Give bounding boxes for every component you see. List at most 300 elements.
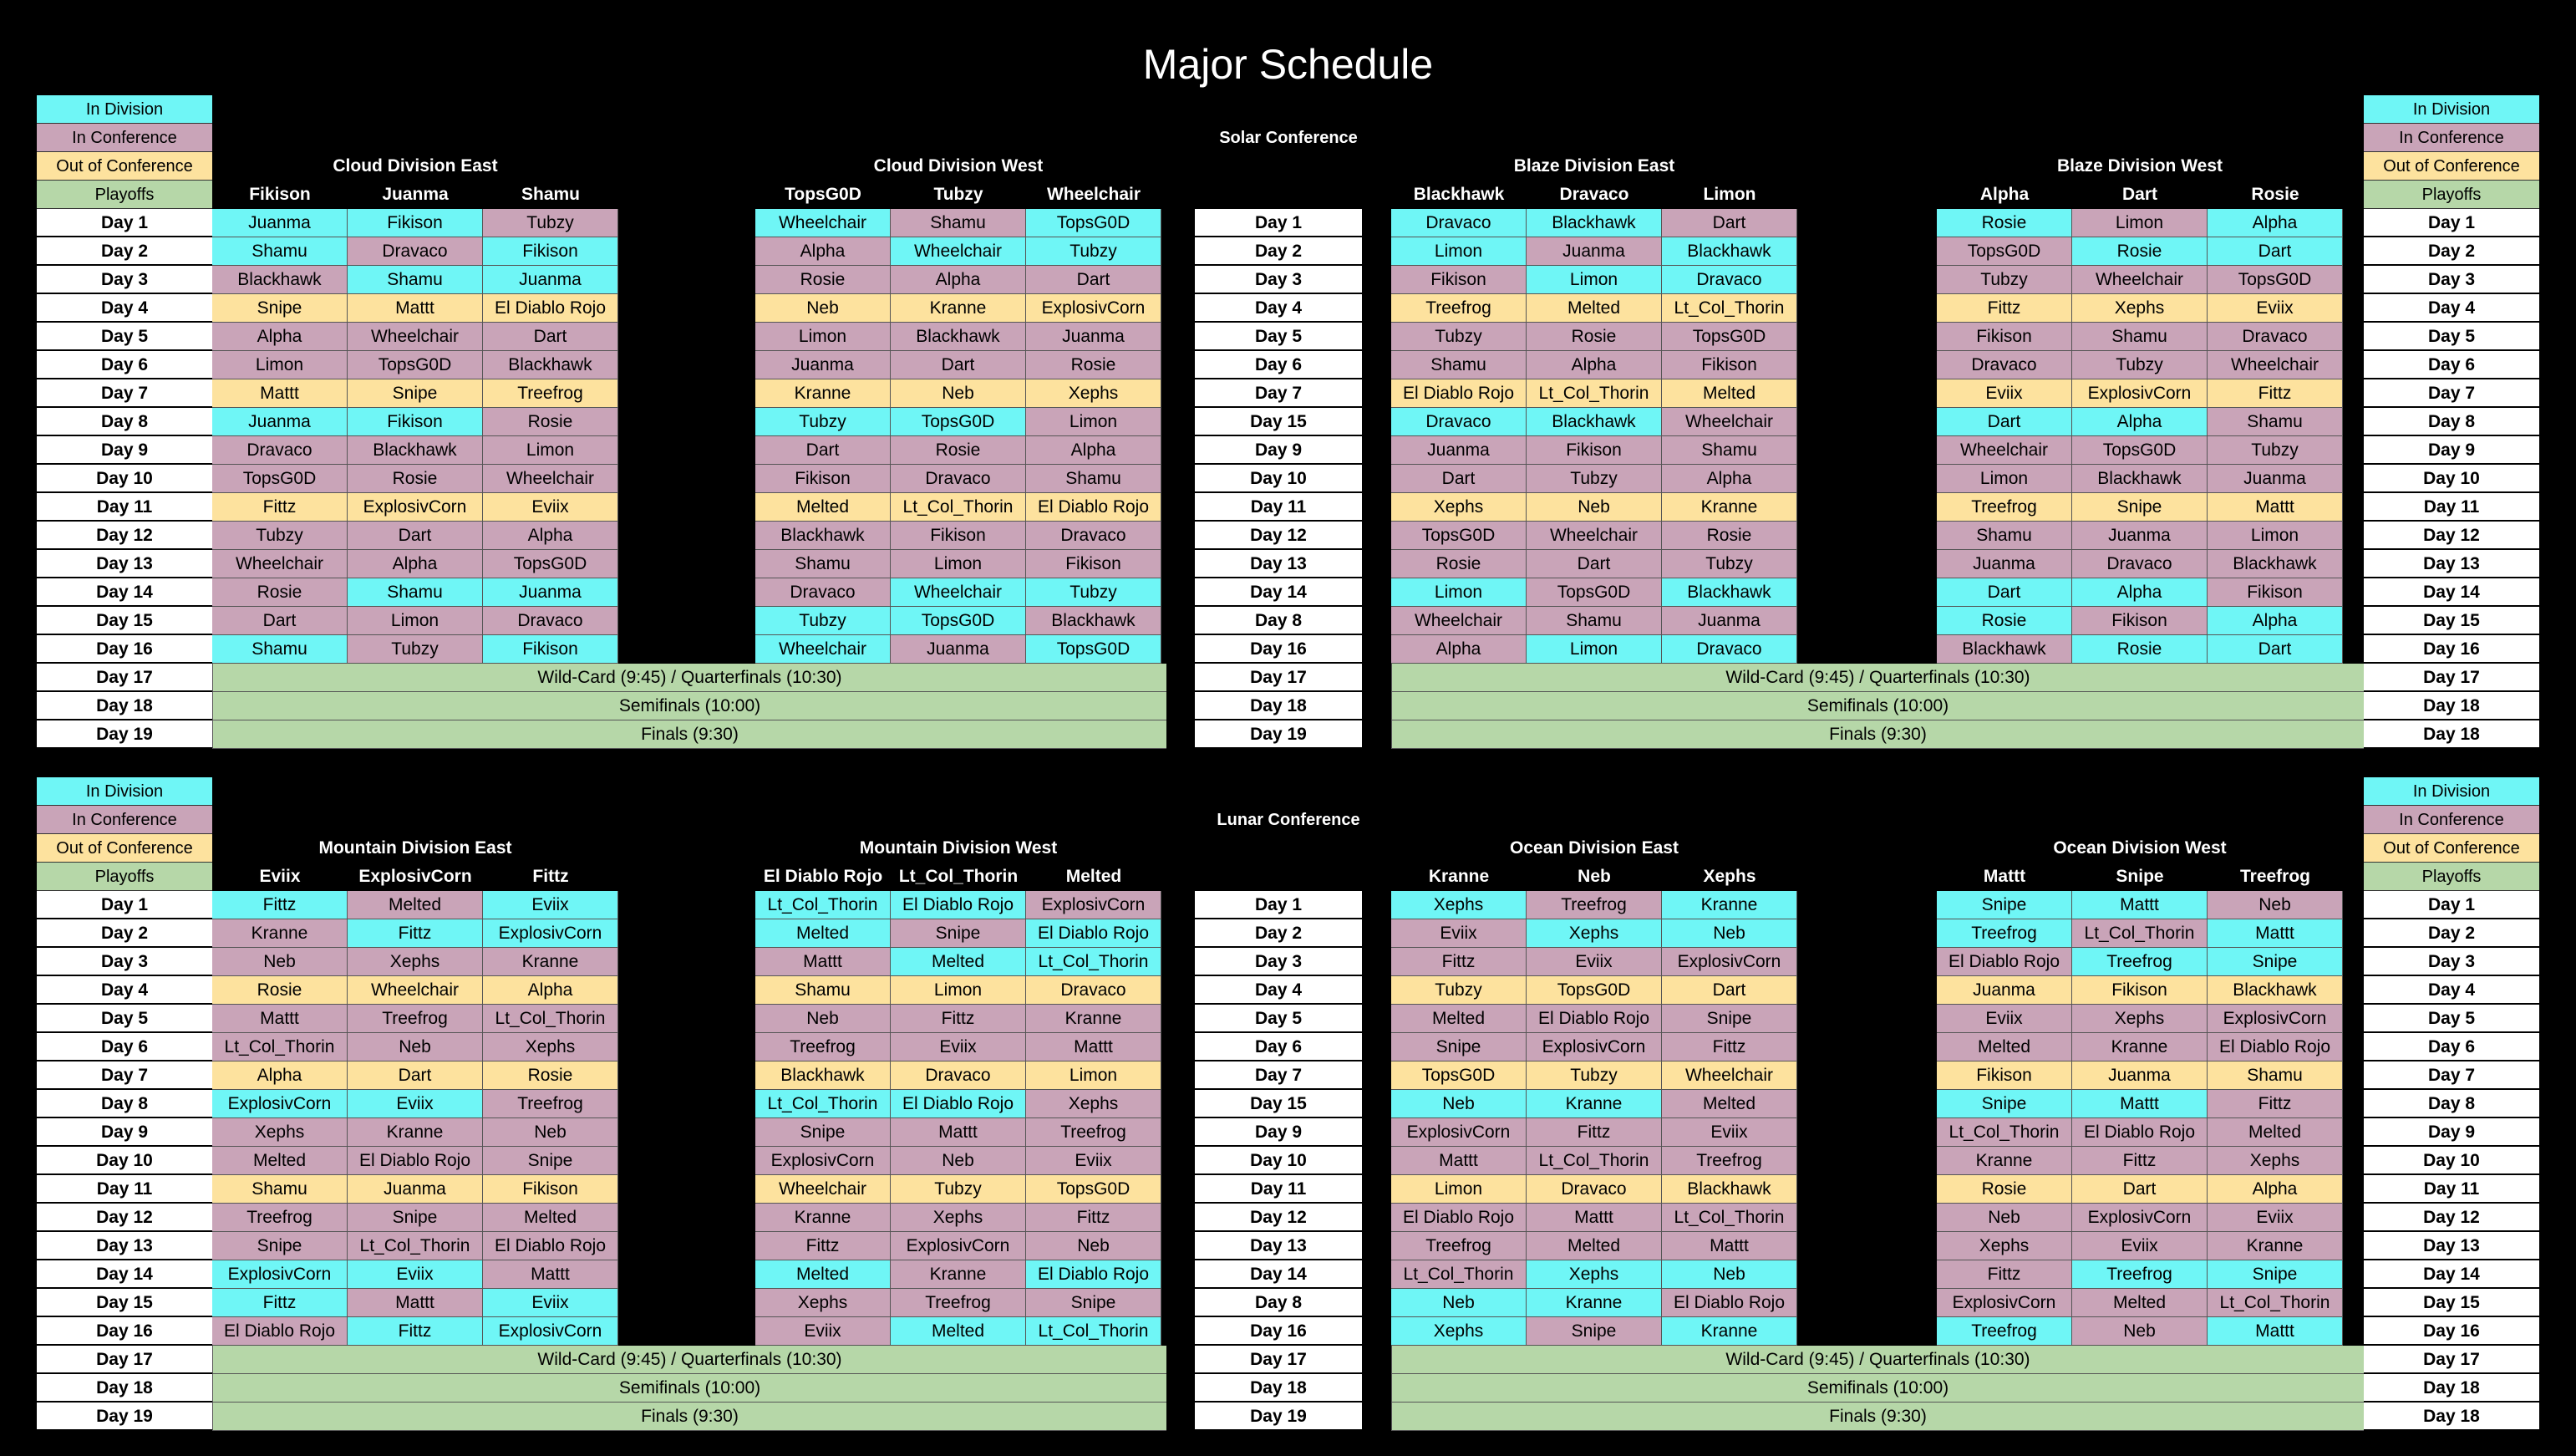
day-label: Day 11 <box>37 1175 212 1204</box>
division-title: Cloud Division West <box>873 156 1044 176</box>
schedule-cell: Alpha <box>212 1061 348 1090</box>
schedule-cell: Shamu <box>2208 408 2343 436</box>
day-label: Day 13 <box>2364 550 2539 578</box>
schedule-cell: Neb <box>755 1005 891 1033</box>
player-header: ExplosivCorn <box>358 867 472 886</box>
schedule-cell: Mattt <box>483 1260 618 1289</box>
schedule-cell: TopsG0D <box>2072 436 2208 465</box>
schedule-cell: Juanma <box>2072 1061 2208 1090</box>
player-header: Limon <box>1703 185 1756 204</box>
schedule-cell: Tubzy <box>1662 550 1797 578</box>
schedule-cell: Treefrog <box>1391 1232 1527 1260</box>
schedule-cell: Lt_Col_Thorin <box>755 891 891 919</box>
day-label: Day 7 <box>37 379 212 408</box>
schedule-cell: ExplosivCorn <box>483 1317 618 1346</box>
day-label: Day 15 <box>2364 607 2539 635</box>
schedule-cell: Melted <box>891 948 1026 976</box>
day-label: Day 6 <box>2364 351 2539 379</box>
day-label: Day 16 <box>37 635 212 664</box>
day-label: Day 9 <box>37 436 212 465</box>
day-label: Day 9 <box>2364 436 2539 465</box>
schedule-cell: Fittz <box>212 1289 348 1317</box>
schedule-cell: Kranne <box>1662 493 1797 522</box>
day-label: Day 12 <box>2364 1204 2539 1232</box>
schedule-cell: Dravaco <box>1937 351 2072 379</box>
schedule-cell: Juanma <box>212 209 348 237</box>
day-label: Day 15 <box>37 607 212 635</box>
schedule-cell: El Diablo Rojo <box>1391 1204 1527 1232</box>
schedule-cell: Alpha <box>755 237 891 266</box>
schedule-cell: Wheelchair <box>1662 408 1797 436</box>
schedule-cell: El Diablo Rojo <box>2208 1033 2343 1061</box>
schedule-cell: Snipe <box>891 919 1026 948</box>
day-label: Day 12 <box>37 1204 212 1232</box>
schedule-cell: Melted <box>2208 1118 2343 1147</box>
schedule-cell: TopsG0D <box>348 351 483 379</box>
schedule-cell: Alpha <box>2072 408 2208 436</box>
schedule-cell: Juanma <box>1662 607 1797 635</box>
schedule-cell: Melted <box>483 1204 618 1232</box>
schedule-cell: Lt_Col_Thorin <box>755 1090 891 1118</box>
schedule-cell: Limon <box>212 351 348 379</box>
schedule-cell: Fittz <box>1026 1204 1161 1232</box>
schedule-cell: Mattt <box>891 1118 1026 1147</box>
schedule-cell: Fikison <box>2208 578 2343 607</box>
schedule-cell: Mattt <box>1391 1147 1527 1175</box>
day-label: Day 2 <box>2364 919 2539 948</box>
schedule-cell: Limon <box>1391 1175 1527 1204</box>
schedule-cell: ExplosivCorn <box>1026 891 1161 919</box>
schedule-cell: Limon <box>1527 266 1662 294</box>
player-header: Dart <box>2121 185 2157 204</box>
schedule-cell: Rosie <box>2072 237 2208 266</box>
schedule-cell: Mattt <box>1527 1204 1662 1232</box>
schedule-cell: Kranne <box>348 1118 483 1147</box>
playoff-row: Wild-Card (9:45) / Quarterfinals (10:30) <box>212 1346 1166 1374</box>
schedule-cell: Shamu <box>1026 465 1161 493</box>
schedule-cell: ExplosivCorn <box>1391 1118 1527 1147</box>
schedule-cell: Xephs <box>348 948 483 976</box>
schedule-cell: Melted <box>755 493 891 522</box>
schedule-cell: Juanma <box>2072 522 2208 550</box>
schedule-cell: Shamu <box>212 1175 348 1204</box>
schedule-cell: Snipe <box>2208 1260 2343 1289</box>
schedule-cell: Dart <box>483 323 618 351</box>
player-header: Fittz <box>532 867 569 886</box>
schedule-cell: Shamu <box>755 976 891 1005</box>
schedule-cell: Dravaco <box>2072 550 2208 578</box>
player-header: Rosie <box>2251 185 2299 204</box>
schedule-cell: Treefrog <box>348 1005 483 1033</box>
playoff-row: Semifinals (10:00) <box>212 1374 1166 1403</box>
schedule-cell: Tubzy <box>1527 1061 1662 1090</box>
schedule-cell: Wheelchair <box>755 209 891 237</box>
day-label: Day 10 <box>37 465 212 493</box>
schedule-cell: Shamu <box>212 635 348 664</box>
legend-conf: In Conference <box>37 806 212 834</box>
schedule-cell: Treefrog <box>2072 1260 2208 1289</box>
day-label: Day 3 <box>2364 948 2539 976</box>
player-header: Mattt <box>1983 867 2026 886</box>
schedule-cell: Dravaco <box>348 237 483 266</box>
schedule-cell: Xephs <box>1391 891 1527 919</box>
schedule-cell: Xephs <box>1391 493 1527 522</box>
schedule-cell: Tubzy <box>891 1175 1026 1204</box>
schedule-cell: Dart <box>1527 550 1662 578</box>
playoff-row: Semifinals (10:00) <box>212 692 1166 720</box>
schedule-cell: Tubzy <box>1937 266 2072 294</box>
schedule-cell: Alpha <box>212 323 348 351</box>
day-label: Day 13 <box>2364 1232 2539 1260</box>
day-label: Day 2 <box>1195 237 1362 266</box>
schedule-cell: Blackhawk <box>1662 578 1797 607</box>
schedule-cell: Wheelchair <box>348 323 483 351</box>
schedule-cell: Alpha <box>2072 578 2208 607</box>
schedule-cell: Alpha <box>891 266 1026 294</box>
legend-out: Out of Conference <box>37 834 212 863</box>
conference-title: Solar Conference <box>1219 129 1358 147</box>
schedule-cell: Dravaco <box>891 1061 1026 1090</box>
day-label: Day 10 <box>2364 1147 2539 1175</box>
day-label: Day 17 <box>37 664 212 692</box>
schedule-cell: TopsG0D <box>483 550 618 578</box>
day-label: Day 14 <box>1195 1260 1362 1289</box>
day-label: Day 6 <box>37 1033 212 1061</box>
schedule-cell: Alpha <box>1527 351 1662 379</box>
schedule-cell: Eviix <box>483 891 618 919</box>
schedule-cell: Fikison <box>483 1175 618 1204</box>
schedule-cell: Shamu <box>2208 1061 2343 1090</box>
schedule-cell: Fikison <box>1662 351 1797 379</box>
schedule-cell: Blackhawk <box>1026 607 1161 635</box>
legend-out: Out of Conference <box>2364 834 2539 863</box>
schedule-cell: Melted <box>1527 294 1662 323</box>
day-label: Day 7 <box>37 1061 212 1090</box>
schedule-cell: Fikison <box>1527 436 1662 465</box>
player-header: Shamu <box>521 185 580 204</box>
schedule-cell: Tubzy <box>2208 436 2343 465</box>
player-header: Xephs <box>1703 867 1756 886</box>
day-label: Day 1 <box>1195 891 1362 919</box>
day-label: Day 14 <box>2364 1260 2539 1289</box>
schedule-cell: El Diablo Rojo <box>1026 493 1161 522</box>
schedule-cell: ExplosivCorn <box>2072 379 2208 408</box>
schedule-cell: El Diablo Rojo <box>891 1090 1026 1118</box>
day-label: Day 17 <box>2364 1346 2539 1374</box>
schedule-cell: Dart <box>2208 635 2343 664</box>
schedule-cell: Shamu <box>1937 522 2072 550</box>
schedule-cell: Melted <box>1391 1005 1527 1033</box>
schedule-cell: Alpha <box>348 550 483 578</box>
schedule-cell: Xephs <box>1937 1232 2072 1260</box>
schedule-cell: Limon <box>1391 237 1527 266</box>
schedule-cell: Dart <box>212 607 348 635</box>
day-label: Day 18 <box>37 692 212 720</box>
playoff-row: Wild-Card (9:45) / Quarterfinals (10:30) <box>1391 1346 2364 1374</box>
schedule-cell: El Diablo Rojo <box>212 1317 348 1346</box>
schedule-cell: Juanma <box>1937 550 2072 578</box>
schedule-cell: Neb <box>891 379 1026 408</box>
schedule-cell: ExplosivCorn <box>1937 1289 2072 1317</box>
player-header: El Diablo Rojo <box>763 867 883 886</box>
day-label: Day 18 <box>1195 692 1362 720</box>
schedule-cell: Snipe <box>1026 1289 1161 1317</box>
playoff-row: Finals (9:30) <box>1391 1403 2364 1431</box>
schedule-cell: Kranne <box>1527 1289 1662 1317</box>
schedule-cell: Treefrog <box>1026 1118 1161 1147</box>
day-label: Day 1 <box>2364 209 2539 237</box>
player-header: Alpha <box>1979 185 2030 204</box>
schedule-cell: Juanma <box>483 578 618 607</box>
schedule-cell: Fikison <box>348 209 483 237</box>
schedule-cell: Eviix <box>1662 1118 1797 1147</box>
day-label: Day 6 <box>1195 1033 1362 1061</box>
player-header: Melted <box>1065 867 1122 886</box>
schedule-cell: Melted <box>348 891 483 919</box>
schedule-cell: Dart <box>2208 237 2343 266</box>
day-label: Day 4 <box>37 294 212 323</box>
schedule-cell: Blackhawk <box>2072 465 2208 493</box>
schedule-cell: Dravaco <box>2208 323 2343 351</box>
schedule-cell: Blackhawk <box>1662 237 1797 266</box>
schedule-cell: Fittz <box>1937 1260 2072 1289</box>
day-label: Day 9 <box>2364 1118 2539 1147</box>
day-label: Day 17 <box>1195 1346 1362 1374</box>
schedule-cell: Lt_Col_Thorin <box>1937 1118 2072 1147</box>
schedule-cell: Treefrog <box>1527 891 1662 919</box>
schedule-cell: El Diablo Rojo <box>1662 1289 1797 1317</box>
schedule-cell: Dravaco <box>1662 635 1797 664</box>
schedule-cell: Melted <box>1527 1232 1662 1260</box>
schedule-cell: Blackhawk <box>755 1061 891 1090</box>
schedule-cell: El Diablo Rojo <box>1527 1005 1662 1033</box>
schedule-cell: Xephs <box>1026 379 1161 408</box>
schedule-cell: Mattt <box>212 379 348 408</box>
schedule-cell: Rosie <box>348 465 483 493</box>
schedule-cell: Neb <box>1662 1260 1797 1289</box>
schedule-cell: Wheelchair <box>891 578 1026 607</box>
schedule-cell: Dravaco <box>212 436 348 465</box>
day-label: Day 15 <box>37 1289 212 1317</box>
day-label: Day 19 <box>37 1403 212 1431</box>
day-label: Day 10 <box>1195 465 1362 493</box>
schedule-cell: Rosie <box>212 976 348 1005</box>
schedule-cell: Mattt <box>212 1005 348 1033</box>
page-title: Major Schedule <box>1142 41 1434 88</box>
day-label: Day 5 <box>1195 323 1362 351</box>
day-label: Day 8 <box>1195 1289 1362 1317</box>
schedule-cell: Rosie <box>1937 209 2072 237</box>
day-label: Day 5 <box>2364 1005 2539 1033</box>
schedule-cell: Melted <box>891 1317 1026 1346</box>
schedule-cell: Limon <box>483 436 618 465</box>
day-label: Day 2 <box>2364 237 2539 266</box>
day-label: Day 5 <box>37 1005 212 1033</box>
schedule-cell: Shamu <box>1662 436 1797 465</box>
schedule-cell: Treefrog <box>212 1204 348 1232</box>
schedule-cell: Wheelchair <box>1662 1061 1797 1090</box>
schedule-cell: Snipe <box>2208 948 2343 976</box>
schedule-cell: Kranne <box>891 294 1026 323</box>
schedule-cell: Rosie <box>1527 323 1662 351</box>
schedule-cell: Fikison <box>348 408 483 436</box>
schedule-cell: Xephs <box>1527 1260 1662 1289</box>
legend-conf: In Conference <box>37 124 212 152</box>
schedule-cell: Tubzy <box>348 635 483 664</box>
schedule-cell: Shamu <box>755 550 891 578</box>
schedule-cell: Dravaco <box>755 578 891 607</box>
schedule-cell: Fittz <box>1391 948 1527 976</box>
schedule-cell: Wheelchair <box>755 1175 891 1204</box>
schedule-cell: Tubzy <box>755 607 891 635</box>
day-label: Day 18 <box>37 1374 212 1403</box>
schedule-cell: ExplosivCorn <box>212 1090 348 1118</box>
division-title: Blaze Division East <box>1513 156 1675 176</box>
schedule-cell: Neb <box>348 1033 483 1061</box>
schedule-cell: Blackhawk <box>348 436 483 465</box>
player-header: Juanma <box>382 185 449 204</box>
schedule-cell: Alpha <box>1391 635 1527 664</box>
schedule-cell: Eviix <box>2208 294 2343 323</box>
day-label: Day 5 <box>2364 323 2539 351</box>
day-label: Day 7 <box>2364 379 2539 408</box>
schedule-cell: Shamu <box>348 578 483 607</box>
schedule-cell: Blackhawk <box>2208 550 2343 578</box>
schedule-cell: ExplosivCorn <box>1662 948 1797 976</box>
schedule-cell: ExplosivCorn <box>755 1147 891 1175</box>
day-label: Day 18 <box>2364 692 2539 720</box>
schedule-cell: Fikison <box>891 522 1026 550</box>
schedule-cell: Fittz <box>348 919 483 948</box>
schedule-cell: Tubzy <box>1527 465 1662 493</box>
day-label: Day 11 <box>2364 493 2539 522</box>
schedule-cell: ExplosivCorn <box>348 493 483 522</box>
conference-title: Lunar Conference <box>1217 811 1360 829</box>
schedule-cell: Blackhawk <box>755 522 891 550</box>
legend-out: Out of Conference <box>37 152 212 181</box>
schedule-cell: Blackhawk <box>1662 1175 1797 1204</box>
schedule-cell: Mattt <box>2208 1317 2343 1346</box>
day-label: Day 16 <box>1195 635 1362 664</box>
day-label: Day 3 <box>37 266 212 294</box>
schedule-cell: ExplosivCorn <box>1527 1033 1662 1061</box>
legend-in: In Division <box>2364 777 2539 806</box>
schedule-cell: Xephs <box>1527 919 1662 948</box>
schedule-cell: Limon <box>2072 209 2208 237</box>
day-label: Day 3 <box>37 948 212 976</box>
schedule-cell: Juanma <box>2208 465 2343 493</box>
schedule-cell: Blackhawk <box>483 351 618 379</box>
schedule-cell: Neb <box>1026 1232 1161 1260</box>
schedule-cell: Limon <box>891 976 1026 1005</box>
day-label: Day 4 <box>2364 294 2539 323</box>
schedule-cell: Eviix <box>348 1090 483 1118</box>
schedule-cell: Dravaco <box>1026 522 1161 550</box>
schedule-cell: Tubzy <box>1026 578 1161 607</box>
schedule-cell: El Diablo Rojo <box>1026 1260 1161 1289</box>
day-label: Day 2 <box>37 237 212 266</box>
day-label: Day 9 <box>1195 436 1362 465</box>
schedule-cell: Blackhawk <box>891 323 1026 351</box>
day-label: Day 1 <box>37 891 212 919</box>
day-label: Day 16 <box>2364 1317 2539 1346</box>
schedule-cell: Xephs <box>1391 1317 1527 1346</box>
schedule-cell: Eviix <box>348 1260 483 1289</box>
day-label: Day 6 <box>37 351 212 379</box>
schedule-cell: Snipe <box>212 1232 348 1260</box>
schedule-cell: Dravaco <box>1391 408 1527 436</box>
schedule-cell: TopsG0D <box>891 408 1026 436</box>
schedule-cell: Alpha <box>2208 1175 2343 1204</box>
schedule-cell: Kranne <box>1026 1005 1161 1033</box>
day-label: Day 16 <box>1195 1317 1362 1346</box>
day-label: Day 17 <box>1195 664 1362 692</box>
day-label: Day 2 <box>1195 919 1362 948</box>
schedule-cell: Rosie <box>212 578 348 607</box>
schedule-cell: Lt_Col_Thorin <box>212 1033 348 1061</box>
schedule-cell: Fittz <box>348 1317 483 1346</box>
schedule-cell: Juanma <box>1391 436 1527 465</box>
schedule-cell: Wheelchair <box>891 237 1026 266</box>
day-label: Day 10 <box>37 1147 212 1175</box>
schedule-cell: Treefrog <box>2072 948 2208 976</box>
schedule-cell: Snipe <box>1527 1317 1662 1346</box>
day-label: Day 14 <box>2364 578 2539 607</box>
schedule-cell: Rosie <box>891 436 1026 465</box>
schedule-cell: Mattt <box>755 948 891 976</box>
schedule-cell: Kranne <box>2072 1033 2208 1061</box>
schedule-cell: Shamu <box>348 266 483 294</box>
schedule-cell: Lt_Col_Thorin <box>2208 1289 2343 1317</box>
schedule-cell: Treefrog <box>483 379 618 408</box>
schedule-cell: Rosie <box>1391 550 1527 578</box>
schedule-cell: TopsG0D <box>1026 1175 1161 1204</box>
schedule-cell: Fittz <box>212 493 348 522</box>
day-label: Day 18 <box>2364 1374 2539 1403</box>
day-label: Day 4 <box>1195 976 1362 1005</box>
division-title: Cloud Division East <box>333 156 498 176</box>
schedule-cell: Limon <box>1937 465 2072 493</box>
schedule-cell: Wheelchair <box>2208 351 2343 379</box>
day-label: Day 14 <box>37 578 212 607</box>
schedule-cell: Eviix <box>891 1033 1026 1061</box>
schedule-cell: Rosie <box>2072 635 2208 664</box>
day-label: Day 5 <box>1195 1005 1362 1033</box>
schedule-cell: Tubzy <box>212 522 348 550</box>
schedule-cell: Kranne <box>1527 1090 1662 1118</box>
schedule-cell: Eviix <box>1527 948 1662 976</box>
schedule-cell: Dravaco <box>1527 1175 1662 1204</box>
division-title: Ocean Division West <box>2053 838 2227 858</box>
schedule-cell: Dart <box>891 351 1026 379</box>
schedule-cell: El Diablo Rojo <box>1937 948 2072 976</box>
schedule-cell: ExplosivCorn <box>1026 294 1161 323</box>
schedule-cell: Tubzy <box>1391 976 1527 1005</box>
schedule-cell: Lt_Col_Thorin <box>1026 948 1161 976</box>
day-label: Day 7 <box>2364 1061 2539 1090</box>
schedule-cell: Rosie <box>483 1061 618 1090</box>
schedule-cell: Fittz <box>212 891 348 919</box>
schedule-cell: Juanma <box>483 266 618 294</box>
schedule-cell: Treefrog <box>1391 294 1527 323</box>
schedule-cell: Wheelchair <box>1527 522 1662 550</box>
schedule-cell: Lt_Col_Thorin <box>1662 1204 1797 1232</box>
schedule-cell: Melted <box>1662 379 1797 408</box>
day-label: Day 4 <box>2364 976 2539 1005</box>
schedule-cell: TopsG0D <box>1026 209 1161 237</box>
schedule-cell: Alpha <box>483 976 618 1005</box>
day-label: Day 11 <box>2364 1175 2539 1204</box>
